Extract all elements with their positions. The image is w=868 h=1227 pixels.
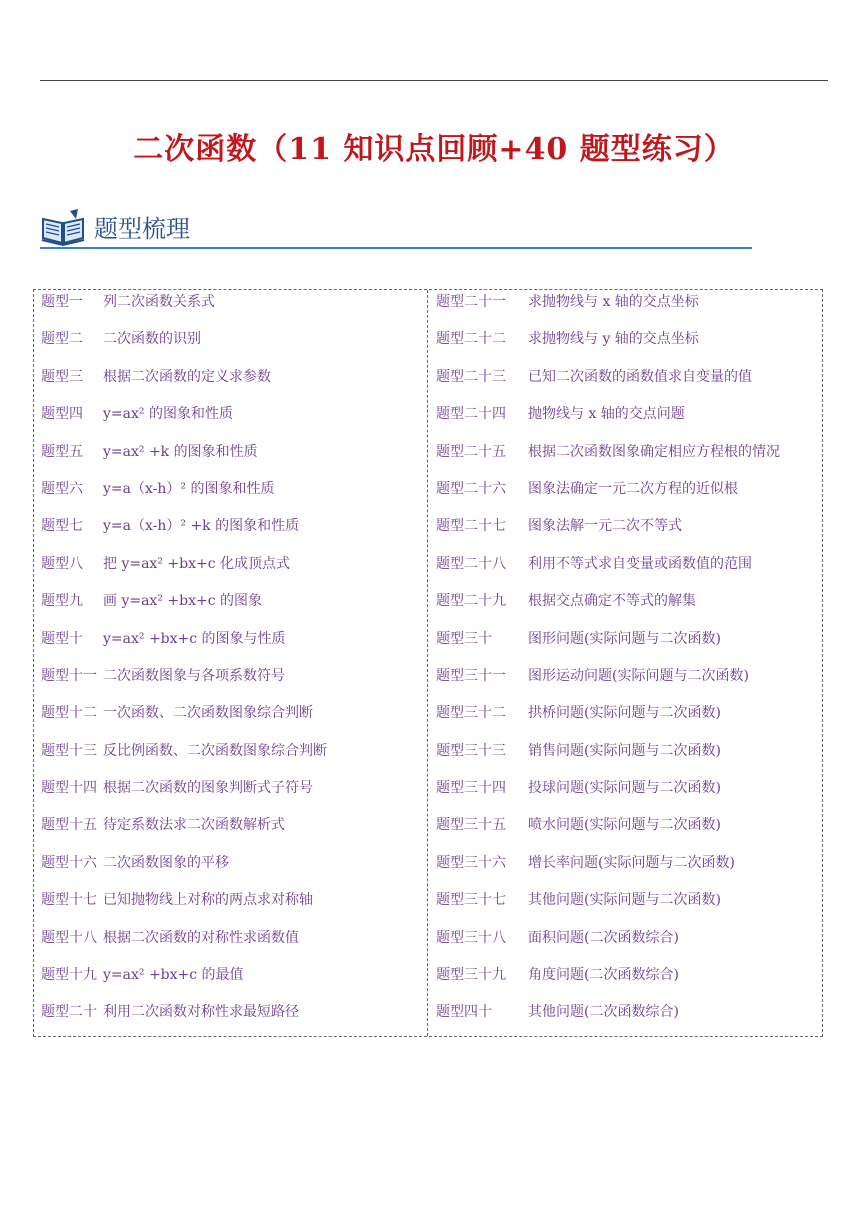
- topic-title: 其他问题(二次函数综合): [528, 1004, 679, 1021]
- topic-item: [41, 442, 427, 479]
- topic-title: 利用不等式求自变量或函数值的范围: [528, 555, 752, 572]
- topic-table: [33, 289, 823, 1037]
- topic-title: 二次函数图象与各项系数符号: [103, 667, 285, 684]
- topic-item: [436, 367, 822, 404]
- topic-item: [41, 703, 427, 740]
- topic-number: 题型九: [41, 593, 83, 610]
- topic-number: 题型三: [41, 368, 83, 385]
- topic-title: 反比例函数、二次函数图象综合判断: [103, 742, 327, 759]
- topic-title: 求抛物线与 x 轴的交点坐标: [528, 294, 699, 310]
- topic-item: [436, 853, 822, 890]
- topic-item: [436, 703, 822, 740]
- topic-number: 题型三十五: [436, 817, 506, 834]
- topic-number: 题型十: [41, 630, 83, 647]
- topic-title: 二次函数的识别: [103, 331, 201, 348]
- section-title: 题型梳理: [94, 215, 190, 243]
- topic-number: 题型二十七: [436, 518, 506, 535]
- topic-number: 题型十九: [41, 967, 97, 984]
- topic-title: 角度问题(二次函数综合): [528, 967, 679, 984]
- topic-title: 图形运动问题(实际问题与二次函数): [528, 667, 749, 684]
- topic-title: 图象法确定一元二次方程的近似根: [528, 480, 738, 497]
- topic-number: 题型三十六: [436, 854, 506, 871]
- topic-item: [436, 292, 822, 329]
- topic-title: 销售问题(实际问题与二次函数): [528, 742, 721, 759]
- topic-number: 题型五: [41, 443, 83, 460]
- topic-number: 题型三十七: [436, 892, 506, 909]
- topic-number: 题型十八: [41, 929, 97, 946]
- topic-title: 二次函数图象的平移: [103, 854, 229, 871]
- topic-number: 题型二十一: [436, 294, 506, 310]
- topic-item: [41, 890, 427, 927]
- topic-number: 题型二十: [41, 1004, 97, 1021]
- topic-number: 题型十一: [41, 667, 97, 684]
- topic-title: 图象法解一元二次不等式: [528, 518, 682, 535]
- topic-number: 题型二十四: [436, 406, 506, 423]
- topic-item: [41, 741, 427, 778]
- topic-title: 根据交点确定不等式的解集: [528, 593, 696, 610]
- topic-title: 一次函数、二次函数图象综合判断: [103, 705, 313, 722]
- topic-title: 已知抛物线上对称的两点求对称轴: [103, 892, 313, 909]
- topic-title: 图形问题(实际问题与二次函数): [528, 630, 721, 647]
- topic-number: 题型三十三: [436, 742, 506, 759]
- topic-number: 题型二: [41, 331, 83, 348]
- topic-item: [436, 890, 822, 927]
- topic-title: 利用二次函数对称性求最短路径: [103, 1004, 299, 1021]
- topic-item: [41, 1002, 427, 1039]
- topic-item: [436, 928, 822, 965]
- topic-title: 根据二次函数图象确定相应方程根的情况: [528, 443, 780, 460]
- topic-title: y=ax² +bx+c 的最值: [103, 967, 244, 984]
- topic-title: y=a（x-h）² +k 的图象和性质: [103, 518, 300, 535]
- topic-number: 题型七: [41, 518, 83, 535]
- topic-list-left: [34, 290, 427, 1040]
- topic-column-right: [428, 290, 822, 1036]
- topic-number: 题型三十: [436, 630, 492, 647]
- topic-item: [41, 629, 427, 666]
- topic-number: 题型三十九: [436, 967, 506, 984]
- topic-title: 求抛物线与 y 轴的交点坐标: [528, 331, 699, 348]
- topic-item: [41, 554, 427, 591]
- topic-item: [436, 965, 822, 1002]
- document-title: 二次函数（11 知识点回顾+40 题型练习）: [133, 132, 735, 167]
- topic-number: 题型二十五: [436, 443, 506, 460]
- topic-item: [41, 928, 427, 965]
- topic-item: [41, 853, 427, 890]
- topic-number: 题型十三: [41, 742, 97, 759]
- topic-title: 拱桥问题(实际问题与二次函数): [528, 705, 721, 722]
- topic-item: [436, 516, 822, 553]
- topic-title: 把 y=ax² +bx+c 化成顶点式: [103, 555, 291, 572]
- topic-number: 题型八: [41, 555, 83, 572]
- topic-title: 画 y=ax² +bx+c 的图象: [103, 593, 263, 610]
- topic-item: [41, 778, 427, 815]
- topic-item: [436, 404, 822, 441]
- topic-title: 待定系数法求二次函数解析式: [103, 817, 285, 834]
- topic-item: [436, 666, 822, 703]
- topic-number: 题型三十二: [436, 705, 506, 722]
- section-header: [40, 205, 752, 249]
- topic-item: [41, 292, 427, 329]
- topic-number: 题型四: [41, 406, 83, 423]
- topic-number: 题型四十: [436, 1004, 492, 1021]
- topic-item: [41, 591, 427, 628]
- topic-item: [436, 479, 822, 516]
- topic-title: 喷水问题(实际问题与二次函数): [528, 817, 721, 834]
- topic-item: [41, 367, 427, 404]
- topic-number: 题型二十六: [436, 480, 506, 497]
- topic-number: 题型二十二: [436, 331, 506, 348]
- topic-item: [41, 666, 427, 703]
- topic-item: [41, 815, 427, 852]
- open-book-icon: [40, 207, 86, 247]
- topic-item: [436, 442, 822, 479]
- topic-title: 增长率问题(实际问题与二次函数): [528, 854, 735, 871]
- topic-column-left: [34, 290, 428, 1036]
- topic-number: 题型十五: [41, 817, 97, 834]
- topic-title: 根据二次函数的定义求参数: [103, 368, 271, 385]
- topic-number: 题型六: [41, 480, 83, 497]
- topic-number: 题型十四: [41, 780, 97, 797]
- topic-number: 题型十七: [41, 892, 97, 909]
- topic-list-right: [428, 290, 822, 1040]
- topic-number: 题型十二: [41, 705, 97, 722]
- topic-item: [436, 778, 822, 815]
- topic-title: 列二次函数关系式: [103, 294, 215, 310]
- topic-title: 根据二次函数的图象判断式子符号: [103, 780, 313, 797]
- topic-title: 其他问题(实际问题与二次函数): [528, 892, 721, 909]
- topic-item: [41, 965, 427, 1002]
- topic-number: 题型一: [41, 294, 83, 310]
- topic-item: [41, 516, 427, 553]
- topic-title: y=ax² +k 的图象和性质: [103, 443, 258, 460]
- topic-item: [436, 1002, 822, 1039]
- section-underline: [40, 247, 752, 249]
- topic-item: [436, 329, 822, 366]
- topic-item: [41, 479, 427, 516]
- topic-title: y=ax² +bx+c 的图象与性质: [103, 630, 286, 647]
- topic-number: 题型三十一: [436, 667, 506, 684]
- topic-item: [436, 741, 822, 778]
- topic-number: 题型三十四: [436, 780, 506, 797]
- topic-title: 根据二次函数的对称性求函数值: [103, 929, 299, 946]
- header-rule: [40, 80, 828, 81]
- topic-title: 面积问题(二次函数综合): [528, 929, 679, 946]
- topic-item: [41, 404, 427, 441]
- topic-number: 题型二十八: [436, 555, 506, 572]
- topic-item: [436, 591, 822, 628]
- topic-number: 题型二十九: [436, 593, 506, 610]
- topic-title: y=a（x-h）² 的图象和性质: [103, 480, 275, 497]
- topic-item: [436, 629, 822, 666]
- topic-number: 题型三十八: [436, 929, 506, 946]
- topic-item: [436, 815, 822, 852]
- topic-item: [41, 329, 427, 366]
- topic-number: 题型十六: [41, 854, 97, 871]
- topic-title: 已知二次函数的函数值求自变量的值: [528, 368, 752, 385]
- topic-title: 抛物线与 x 轴的交点问题: [528, 406, 685, 423]
- topic-item: [436, 554, 822, 591]
- topic-title: 投球问题(实际问题与二次函数): [528, 780, 721, 797]
- topic-title: y=ax² 的图象和性质: [103, 406, 233, 423]
- topic-number: 题型二十三: [436, 368, 506, 385]
